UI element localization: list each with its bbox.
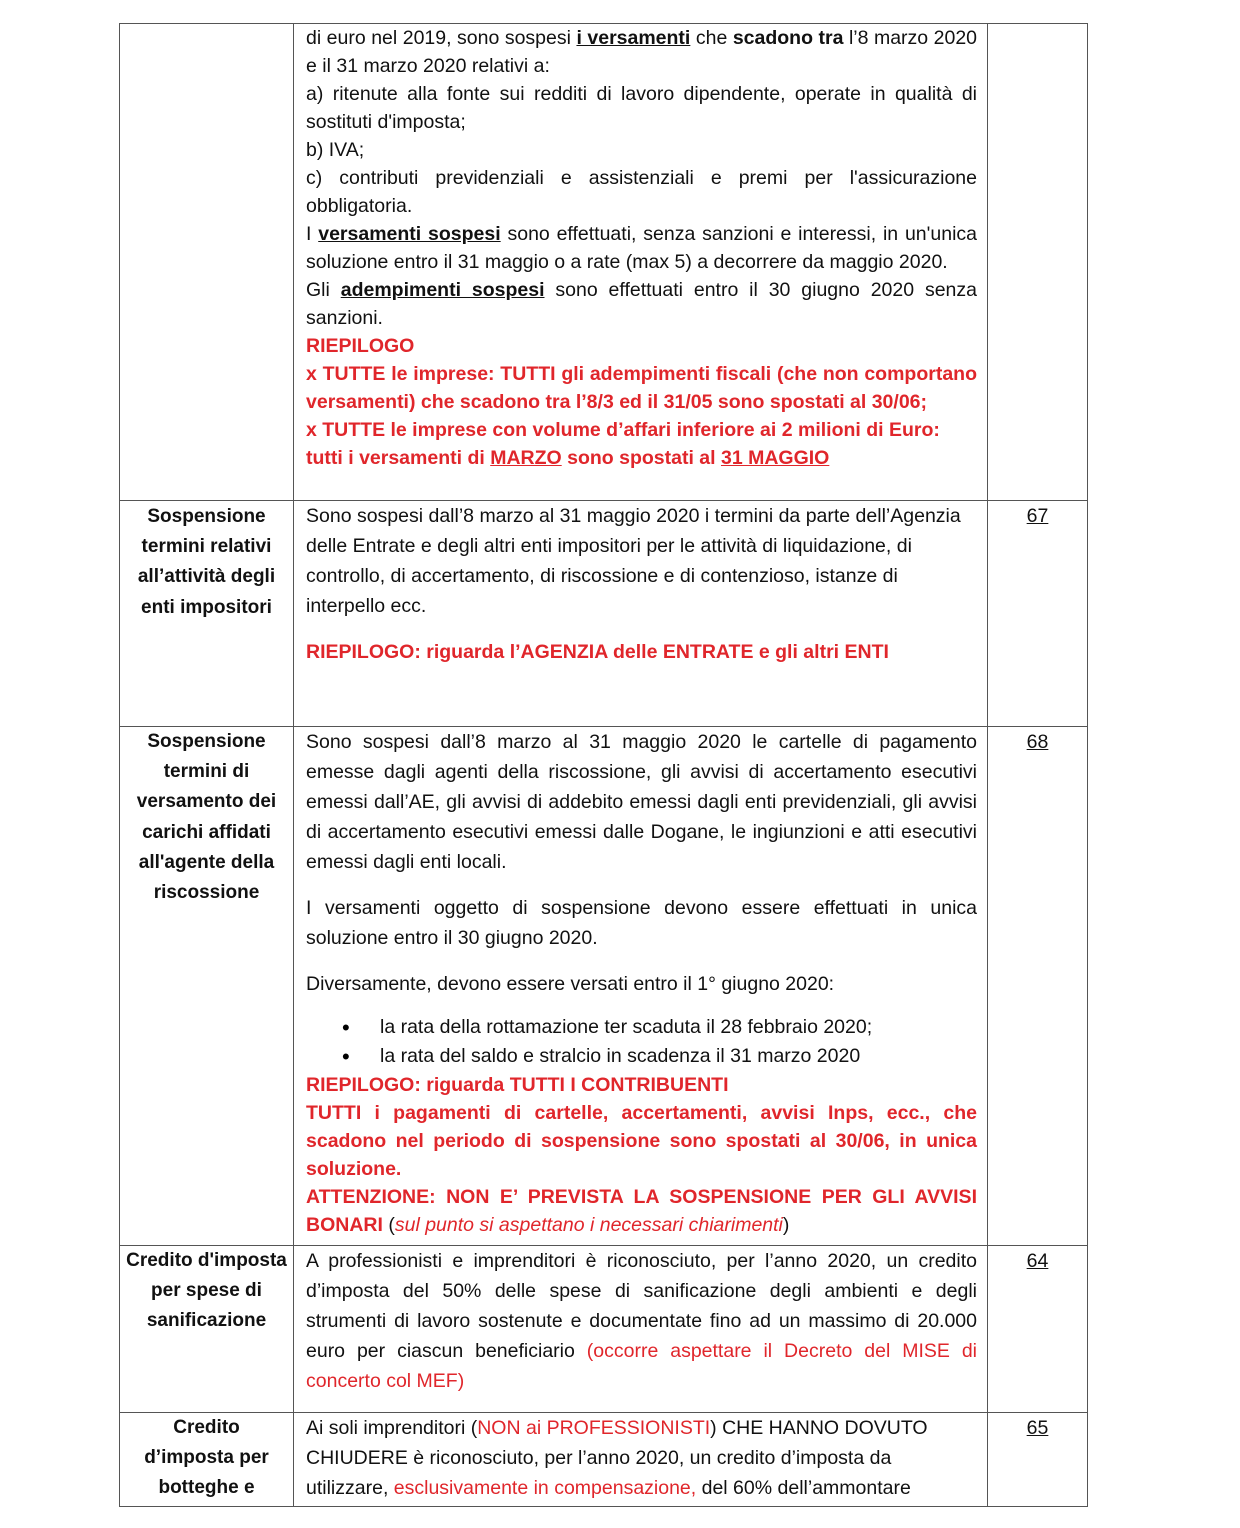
paragraph: di euro nel 2019, sono sospesi i versamenti che scadono tra l’8 marzo 2020 e il 31 marzo 2020 relativi a: bbox=[306, 27, 978, 77]
summary-text: x TUTTE le imprese con volume d’affari inferiore ai 2 milioni di Euro: bbox=[306, 419, 940, 441]
article-ref-link[interactable]: 68 bbox=[988, 727, 1088, 1246]
row-ref-cell bbox=[988, 24, 1088, 501]
row-title: Sospensione termini di versamento dei carichi affidati all'agente della riscossione bbox=[136, 731, 277, 904]
paragraph: Diversamente, devono essere versati entro il 1° giugno 2020: bbox=[306, 973, 835, 995]
row-content-cell bbox=[294, 24, 988, 501]
summary-text: x TUTTE le imprese: TUTTI gli adempimenti fiscali (che non comportano versamenti) che scadono tra l’8/3 ed il 31/05 sono spostati al 30/06; bbox=[306, 363, 977, 413]
row-content-cell bbox=[294, 1413, 988, 1507]
summary-heading: RIEPILOGO bbox=[306, 335, 415, 357]
paragraph: Gli adempimenti sospesi sono effettuati entro il 30 giugno 2020 senza sanzioni. bbox=[306, 279, 977, 329]
table-row bbox=[120, 24, 1088, 501]
summary-text: RIEPILOGO: riguarda l’AGENZIA delle ENTRATE e gli altri ENTI bbox=[306, 641, 889, 663]
list-item: • la rata del saldo e stralcio in scadenza il 31 marzo 2020 bbox=[380, 1042, 977, 1071]
measures-table bbox=[119, 23, 1088, 1507]
paragraph: A professionisti e imprenditori è riconosciuto, per l’anno 2020, un credito d’imposta del 50% delle spese di sanificazione degli ambienti e degli strumenti di lavoro sostenute e documentate fino ad un massimo di 20.000 euro per ciascun beneficiario (occorre aspettare il Decreto del MISE di concerto col MEF) bbox=[306, 1250, 977, 1392]
row-content-cell bbox=[294, 501, 988, 727]
article-ref-link[interactable]: 65 bbox=[988, 1413, 1088, 1507]
paragraph: I versamenti oggetto di sospensione devono essere effettuati in unica soluzione entro il 30 giugno 2020. bbox=[306, 897, 977, 949]
summary-text: tutti i versamenti di MARZO sono spostati al 31 MAGGIO bbox=[306, 447, 830, 469]
row-title-cell bbox=[120, 501, 294, 727]
list-item: b) IVA; bbox=[306, 139, 365, 161]
table-row bbox=[120, 501, 1088, 727]
list-item: a) ritenute alla fonte sui redditi di lavoro dipendente, operate in qualità di sostituti d'imposta; bbox=[306, 83, 977, 133]
row-content-cell bbox=[294, 1246, 988, 1413]
row-title-cell bbox=[120, 1413, 294, 1507]
summary-text: RIEPILOGO: riguarda TUTTI I CONTRIBUENTI bbox=[306, 1074, 729, 1096]
table-row bbox=[120, 1246, 1088, 1413]
summary-text: TUTTI i pagamenti di cartelle, accertamenti, avvisi Inps, ecc., che scadono nel periodo di sospensione sono spostati al 30/06, in unica soluzione. bbox=[306, 1102, 977, 1180]
row-title-cell bbox=[120, 24, 294, 501]
row-title: Credito d'imposta per spese di sanificazione bbox=[126, 1250, 287, 1332]
table-row bbox=[120, 1413, 1088, 1507]
paragraph: Sono sospesi dall’8 marzo al 31 maggio 2020 le cartelle di pagamento emesse dagli agenti della riscossione, gli avvisi di accertamento esecutivi emessi dall’AE, gli avvisi di addebito emessi dagli enti previdenziali, gli avvisi di accertamento esecutivi emessi dalle Dogane, le ingiunzioni e atti esecutivi emessi dagli enti locali. bbox=[306, 731, 977, 873]
paragraph: I versamenti sospesi sono effettuati, senza sanzioni e interessi, in un'unica soluzione entro il 31 maggio o a rate (max 5) a decorrere da maggio 2020. bbox=[306, 223, 977, 273]
row-content-cell bbox=[294, 727, 988, 1246]
list-item: c) contributi previdenziali e assistenziali e premi per l'assicurazione obbligatoria. bbox=[306, 167, 977, 217]
row-title: Credito d’imposta per botteghe e bbox=[144, 1417, 269, 1499]
article-ref-link[interactable]: 64 bbox=[988, 1246, 1088, 1413]
paragraph: Ai soli imprenditori (NON ai PROFESSIONISTI) CHE HANNO DOVUTO CHIUDERE è riconosciuto, per l’anno 2020, un credito d’imposta da utilizzare, esclusivamente in compensazione, del 60% dell’ammontare bbox=[306, 1417, 928, 1499]
row-title: Sospensione termini relativi all’attività degli enti impositori bbox=[137, 506, 276, 618]
bullet-list bbox=[306, 1013, 977, 1071]
paragraph: Sono sospesi dall’8 marzo al 31 maggio 2020 i termini da parte dell’Agenzia delle Entrate e degli altri enti impositori per le attività di liquidazione, di controllo, di accertamento, di riscossione e di contenzioso, istanze di interpello ecc. bbox=[306, 505, 961, 617]
table-row bbox=[120, 727, 1088, 1246]
warning-text: ATTENZIONE: NON E’ PREVISTA LA SOSPENSIONE PER GLI AVVISI BONARI (sul punto si aspettano i necessari chiarimenti) bbox=[306, 1186, 977, 1236]
row-title-cell bbox=[120, 727, 294, 1246]
row-title-cell bbox=[120, 1246, 294, 1413]
article-ref-link[interactable]: 67 bbox=[988, 501, 1088, 727]
list-item: • la rata della rottamazione ter scaduta il 28 febbraio 2020; bbox=[380, 1013, 977, 1042]
